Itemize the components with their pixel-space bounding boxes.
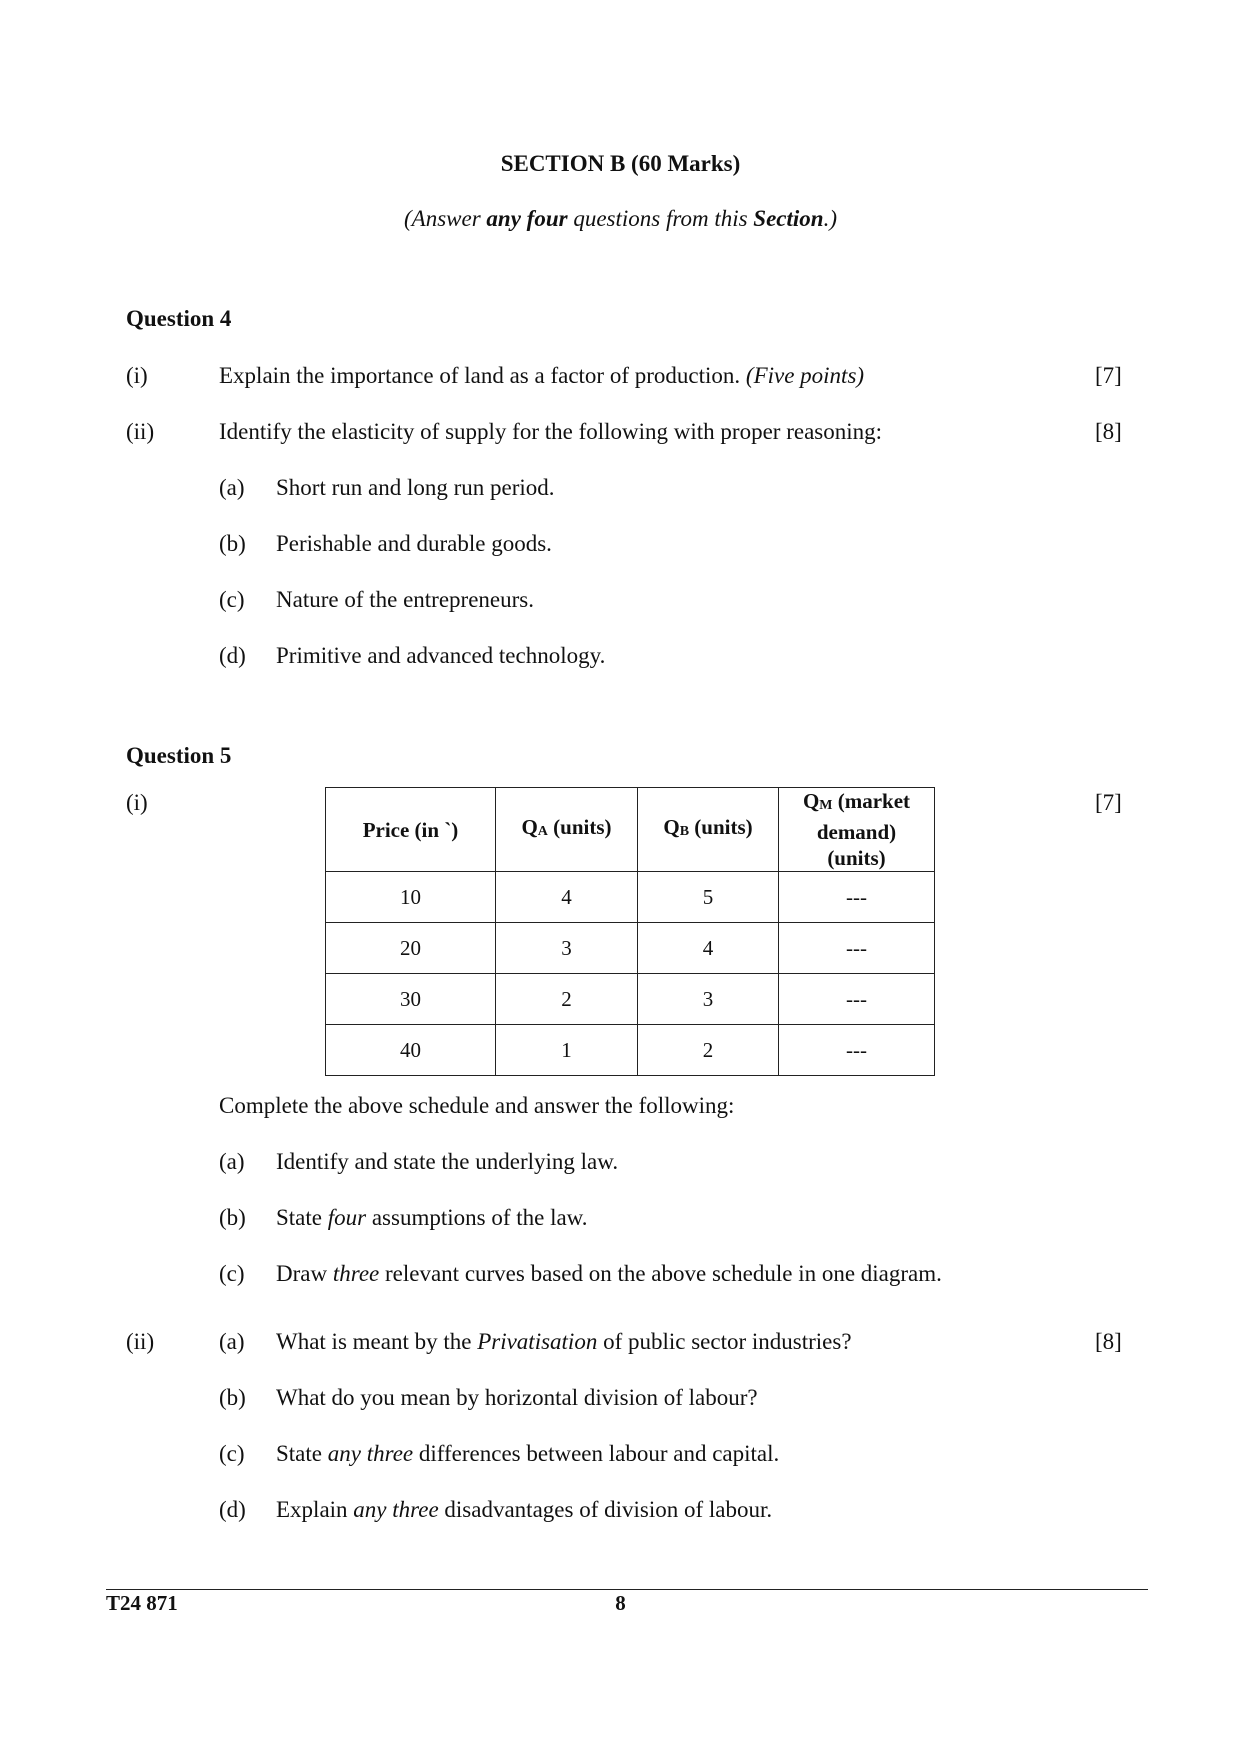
q5-ii-c-text: State any three differences between labour and capital. bbox=[276, 1441, 780, 1466]
demand-schedule-table bbox=[325, 787, 935, 1076]
q5-i-instruction: Complete the above schedule and answer the following: bbox=[219, 1093, 735, 1118]
cell-qm: --- bbox=[779, 974, 935, 1025]
question-4-heading: Question 4 bbox=[126, 306, 232, 331]
q4-part-ii-text: Identify the elasticity of supply for the following with proper reasoning: bbox=[219, 419, 883, 444]
q4-ii-a-label: (a) bbox=[219, 475, 245, 500]
q4-ii-a-text: Short run and long run period. bbox=[276, 475, 555, 500]
cell-qa: 1 bbox=[496, 1025, 638, 1076]
q5-part-ii-number: (ii) bbox=[126, 1329, 155, 1354]
cell-price: 40 bbox=[326, 1025, 496, 1076]
q4-part-ii-marks: [8] bbox=[1095, 419, 1122, 444]
q4-part-i-number: (i) bbox=[126, 363, 148, 388]
header-price: Price (in `) bbox=[326, 788, 496, 872]
cell-qm: --- bbox=[779, 1025, 935, 1076]
cell-price: 30 bbox=[326, 974, 496, 1025]
section-instruction: (Answer any four questions from this Section.) bbox=[404, 206, 837, 231]
q4-ii-b-label: (b) bbox=[219, 531, 246, 556]
q5-part-i-number: (i) bbox=[126, 790, 148, 815]
q5-ii-a-label: (a) bbox=[219, 1329, 245, 1354]
q5-part-i-marks: [7] bbox=[1095, 790, 1122, 815]
q5-i-a-text: Identify and state the underlying law. bbox=[276, 1149, 619, 1174]
q5-ii-c-label: (c) bbox=[219, 1441, 245, 1466]
q5-ii-d-label: (d) bbox=[219, 1497, 246, 1522]
q5-ii-b-text: What do you mean by horizontal division of labour? bbox=[276, 1385, 758, 1410]
cell-qa: 2 bbox=[496, 974, 638, 1025]
cell-qb: 2 bbox=[638, 1025, 779, 1076]
cell-qa: 4 bbox=[496, 872, 638, 923]
cell-qa: 3 bbox=[496, 923, 638, 974]
q4-ii-b-text: Perishable and durable goods. bbox=[276, 531, 552, 556]
cell-price: 20 bbox=[326, 923, 496, 974]
footer-divider bbox=[106, 1589, 1148, 1590]
question-5-heading: Question 5 bbox=[126, 743, 232, 768]
header-qm: $Q_M$ (market demand) (units) bbox=[779, 788, 935, 872]
q4-ii-d-label: (d) bbox=[219, 643, 246, 668]
q4-ii-c-label: (c) bbox=[219, 587, 245, 612]
q5-i-c-text: Draw three relevant curves based on the above schedule in one diagram. bbox=[276, 1261, 942, 1286]
table-header-row bbox=[326, 788, 935, 872]
q4-part-i-text: Explain the importance of land as a factor of production. (Five points) bbox=[219, 363, 865, 388]
q5-i-a-label: (a) bbox=[219, 1149, 245, 1174]
q5-part-ii-marks: [8] bbox=[1095, 1329, 1122, 1354]
page-number: 8 bbox=[615, 1591, 626, 1615]
table-row bbox=[326, 872, 935, 923]
q5-ii-d-text: Explain any three disadvantages of division of labour. bbox=[276, 1497, 773, 1522]
q5-ii-a-text: What is meant by the Privatisation of public sector industries? bbox=[276, 1329, 852, 1354]
header-qb: $Q_B$ (units) bbox=[638, 788, 779, 872]
header-qa: $Q_A$ (units) bbox=[496, 788, 638, 872]
q5-ii-b-label: (b) bbox=[219, 1385, 246, 1410]
table-row bbox=[326, 923, 935, 974]
cell-qb: 4 bbox=[638, 923, 779, 974]
paper-code: T24 871 bbox=[106, 1591, 178, 1615]
q4-part-ii-number: (ii) bbox=[126, 419, 155, 444]
cell-price: 10 bbox=[326, 872, 496, 923]
q5-i-c-label: (c) bbox=[219, 1261, 245, 1286]
cell-qm: --- bbox=[779, 923, 935, 974]
table-row bbox=[326, 974, 935, 1025]
q4-ii-c-text: Nature of the entrepreneurs. bbox=[276, 587, 534, 612]
q4-ii-d-text: Primitive and advanced technology. bbox=[276, 643, 606, 668]
cell-qb: 5 bbox=[638, 872, 779, 923]
q5-i-b-text: State four assumptions of the law. bbox=[276, 1205, 588, 1230]
cell-qb: 3 bbox=[638, 974, 779, 1025]
q4-part-i-marks: [7] bbox=[1095, 363, 1122, 388]
section-title: SECTION B (60 Marks) bbox=[500, 151, 741, 176]
cell-qm: --- bbox=[779, 872, 935, 923]
q5-i-b-label: (b) bbox=[219, 1205, 246, 1230]
table-row bbox=[326, 1025, 935, 1076]
